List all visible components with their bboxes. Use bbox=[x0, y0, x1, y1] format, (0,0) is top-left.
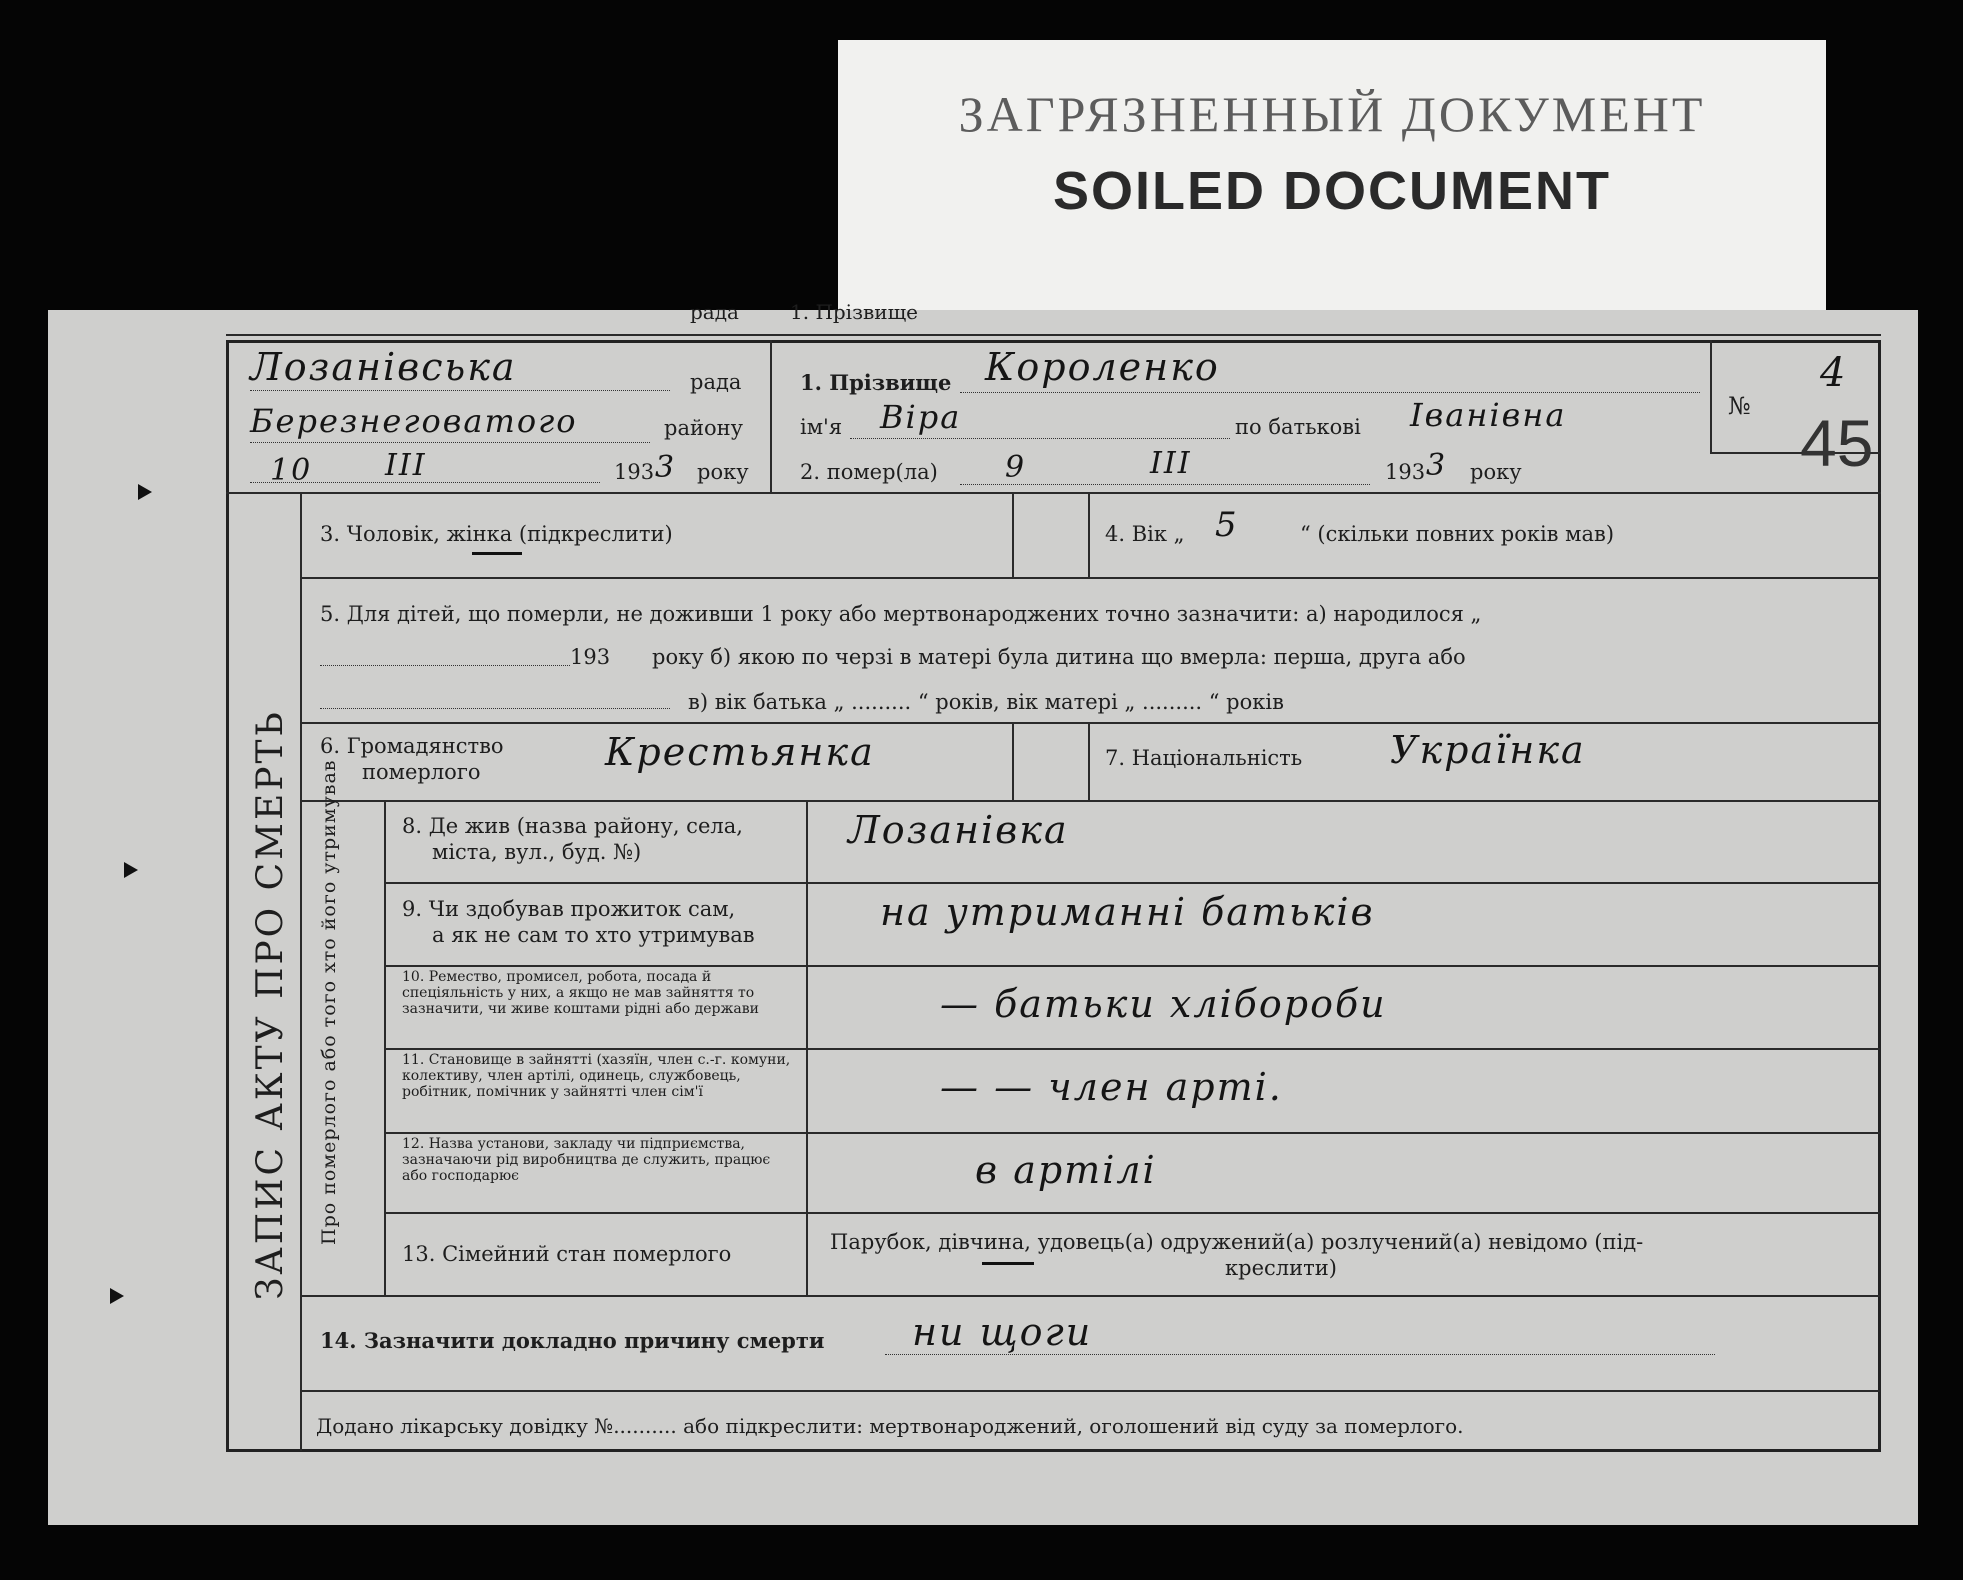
divider bbox=[1710, 340, 1712, 452]
divider bbox=[384, 1048, 1880, 1050]
children-label-2a: 193 bbox=[570, 645, 611, 669]
divider bbox=[1012, 722, 1014, 800]
workplace-handwritten: в артілі bbox=[975, 1148, 1157, 1192]
livelihood-handwritten: на утриманні батьків bbox=[880, 890, 1375, 934]
dotted-line bbox=[250, 482, 600, 483]
employment-status-handwritten: — — член арті. bbox=[940, 1065, 1283, 1109]
death-roku-label: року bbox=[1470, 460, 1522, 484]
residence-label-1: 8. Де жив (назва району, села, bbox=[402, 814, 743, 838]
underline-mark bbox=[982, 1262, 1034, 1265]
record-day: 10 bbox=[270, 453, 313, 488]
divider bbox=[300, 722, 1880, 724]
occupation-label: 10. Ремество, промисел, робота, посада й спеціяльність у них, а якщо не мав зайняття то зазначити, чи живе коштами рідні або держави bbox=[402, 969, 759, 1017]
record-year-label: 193 bbox=[614, 460, 655, 484]
residence-label-2: міста, вул., буд. №) bbox=[432, 840, 642, 864]
side-title: ЗАПИС АКТУ ПРО СМЕРТЬ bbox=[250, 709, 291, 1300]
surname-label: 1. Прізвище bbox=[800, 370, 952, 395]
age-label-b: “ (скільки повних років мав) bbox=[1300, 522, 1615, 546]
dotted-line bbox=[960, 484, 1370, 485]
children-label-3: в) вік батька „ ......... “ років, вік матері „ ......... “ років bbox=[688, 690, 1284, 714]
workplace-label: 12. Назва установи, закладу чи підприємства, зазначаючи рід виробництва де служить, працює або господарює bbox=[402, 1136, 771, 1184]
name-handwritten: Віра bbox=[880, 398, 962, 436]
dotted-line bbox=[250, 442, 650, 443]
cause-of-death-label: 14. Зазначити докладно причину смерти bbox=[320, 1328, 825, 1353]
footer-note: Додано лікарську довідку №.......... або підкреслити: мертвонароджений, оголошений від суду за померлого. bbox=[316, 1414, 1464, 1438]
surname-handwritten: Короленко bbox=[985, 345, 1220, 389]
dotted-line bbox=[320, 665, 570, 666]
record-number-value: 4 bbox=[1820, 350, 1848, 396]
divider bbox=[384, 965, 1880, 967]
rada-handwritten: Лозанівська bbox=[250, 345, 517, 389]
children-label-1: 5. Для дітей, що померли, не доживши 1 року або мертвонароджених точно зазначити: а) народилося „ bbox=[320, 602, 1482, 626]
citizenship-handwritten: Крестьянка bbox=[605, 730, 875, 774]
death-year-label: 193 bbox=[1385, 460, 1426, 484]
livelihood-label-1: 9. Чи здобував прожиток сам, bbox=[402, 897, 736, 921]
dotted-line bbox=[885, 1354, 1715, 1355]
divider bbox=[384, 1132, 1880, 1134]
cause-of-death-handwritten: ни щоги bbox=[912, 1310, 1093, 1354]
nationality-label: 7. Національність bbox=[1105, 746, 1303, 770]
name-label: ім'я bbox=[800, 415, 843, 439]
patronymic-label: по батькові bbox=[1235, 415, 1361, 439]
top-strip-surname: 1. Прізвище bbox=[790, 300, 919, 324]
divider bbox=[300, 492, 302, 1451]
marital-status-options-1: Парубок, дівчина, удовець(а) одружений(а) розлучений(а) невідомо (під- bbox=[830, 1230, 1644, 1254]
patronymic-handwritten: Іванівна bbox=[1410, 396, 1567, 434]
record-month: III bbox=[385, 448, 427, 483]
stamp-text-russian: ЗАГРЯЗНЕННЫЙ ДОКУМЕНТ bbox=[958, 86, 1706, 142]
death-month: III bbox=[1150, 446, 1192, 481]
dotted-line bbox=[960, 392, 1700, 393]
divider bbox=[770, 340, 772, 492]
soiled-document-label bbox=[838, 40, 1826, 330]
occupation-handwritten: — батьки хлібороби bbox=[940, 982, 1387, 1026]
record-year-digit: 3 bbox=[655, 450, 677, 485]
divider bbox=[300, 577, 1880, 579]
punch-hole-icon bbox=[124, 862, 138, 878]
divider bbox=[226, 492, 1881, 494]
dotted-line bbox=[850, 438, 1230, 439]
divider bbox=[384, 882, 1880, 884]
citizenship-label-1: 6. Громадянство bbox=[320, 734, 504, 758]
divider bbox=[1088, 722, 1090, 800]
divider bbox=[1012, 492, 1014, 577]
divider bbox=[300, 1390, 1880, 1392]
underline-mark bbox=[472, 552, 522, 555]
archive-number: 45 bbox=[1800, 406, 1874, 480]
death-year-digit: 3 bbox=[1426, 448, 1448, 483]
employment-status-label: 11. Становище в зайнятті (хазяїн, член с.-г. комуни, колективу, член артілі, одинець, службовець, робітник, помічник у зайнятті член сім'ї bbox=[402, 1052, 791, 1100]
record-roku-label: року bbox=[697, 460, 749, 484]
top-strip-rada: рада bbox=[690, 300, 739, 324]
side-group-label: Про померлого або того хто його утримував bbox=[318, 759, 340, 1245]
death-day: 9 bbox=[1005, 450, 1027, 485]
divider bbox=[300, 800, 1880, 802]
punch-hole-icon bbox=[138, 484, 152, 500]
stamp-text-english: SOILED DOCUMENT bbox=[1052, 161, 1611, 221]
nationality-handwritten: Українка bbox=[1390, 728, 1586, 772]
top-strip-line bbox=[226, 334, 1881, 336]
residence-handwritten: Лозанівка bbox=[848, 808, 1069, 852]
dotted-line bbox=[320, 708, 670, 709]
dotted-line bbox=[250, 390, 670, 391]
rayon-handwritten: Березнеговатого bbox=[250, 402, 578, 440]
divider bbox=[384, 1212, 1880, 1214]
died-label: 2. помер(ла) bbox=[800, 460, 938, 484]
age-handwritten: 5 bbox=[1215, 505, 1239, 545]
divider bbox=[1088, 492, 1090, 577]
rayon-label: району bbox=[664, 416, 743, 440]
record-number-label: № bbox=[1728, 392, 1751, 420]
sex-label: 3. Чоловік, жінка (підкреслити) bbox=[320, 522, 673, 546]
marital-status-options-2: креслити) bbox=[1225, 1256, 1337, 1280]
punch-hole-icon bbox=[110, 1288, 124, 1304]
age-label-a: 4. Вік „ bbox=[1105, 522, 1185, 546]
marital-status-label: 13. Сімейний стан померлого bbox=[402, 1242, 732, 1266]
divider bbox=[300, 1295, 1880, 1297]
rada-label: рада bbox=[690, 370, 742, 394]
livelihood-label-2: а як не сам то хто утримував bbox=[432, 923, 755, 947]
citizenship-label-2: померлого bbox=[362, 760, 481, 784]
children-label-2b: року б) якою по черзі в матері була дитина що вмерла: перша, друга або bbox=[652, 645, 1466, 669]
